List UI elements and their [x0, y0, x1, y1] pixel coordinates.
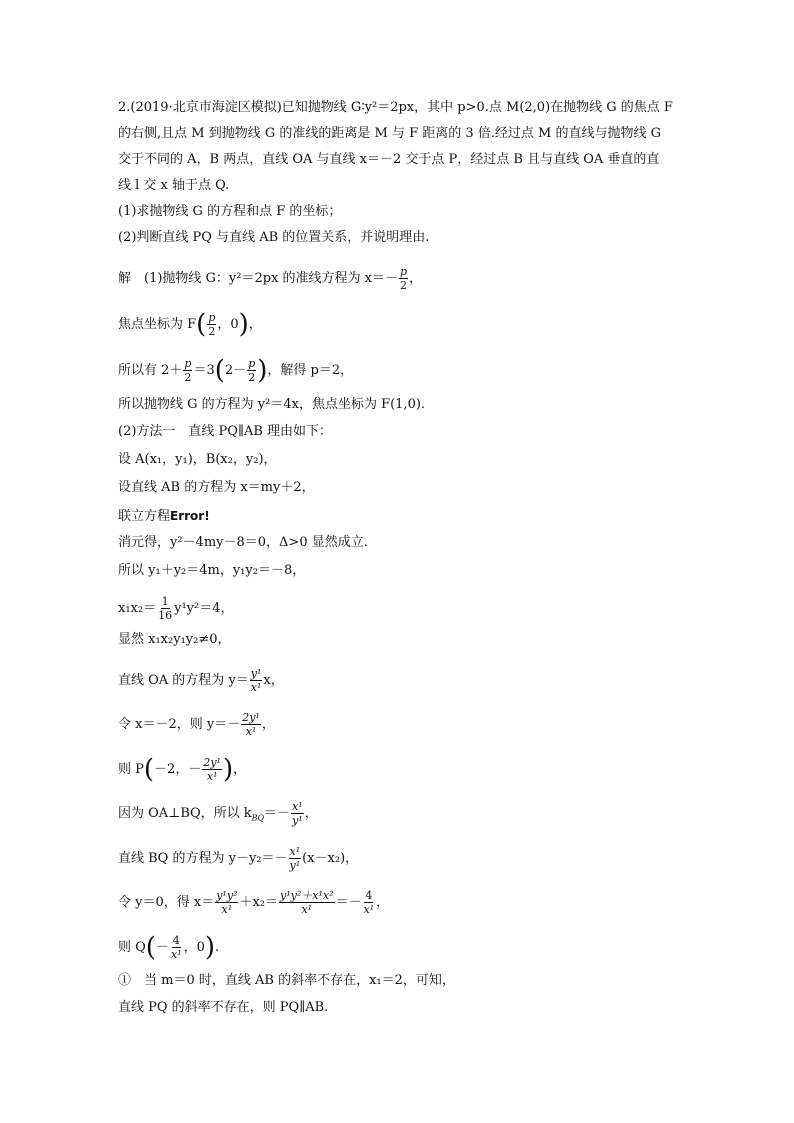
fraction-y1y2-over-x1: $\frac{\text{y¹y²}}{\text{x¹}}$	[216, 889, 238, 916]
fraction-x1-over-y1: $\frac{\text{x¹}}{\text{y¹}}$	[289, 845, 301, 872]
problem-line-3: 交于不同的 A，B 两点，直线 OA 与直线 x＝－2 交于点 P，经过点 B 且与直线 OA 垂直的直	[118, 152, 660, 167]
problem-line-2: 的右侧,且点 M 到抛物线 G 的准线的距离是 M 与 F 距离的 3 倍.经过点 M 的直线与抛物线 G	[118, 126, 661, 141]
solution-line-11: x₁x₂＝ $\frac{1}{16}$ y¹y²＝4，	[118, 595, 234, 622]
solution-line-12: 显然 x₁x₂y₁y₂≠0，	[118, 632, 231, 647]
fraction-4-over-x1: $\frac{4}{\text{x¹}}$	[170, 934, 182, 961]
solution-line-16: 因为 OA⊥BQ，所以 $k_{BQ}=-$ $\frac{\text{x¹}}{\text{y¹}}$ ，	[118, 800, 318, 827]
solution-line-21: 直线 PQ 的斜率不存在，则 PQ∥AB.	[118, 1000, 329, 1015]
solution-line-1: 解 (1)抛物线 G：y²＝2px 的准线方程为 x＝－ $\frac{p}{2}$ ，	[118, 265, 423, 292]
solution-line-10: 所以 y₁＋y₂＝4m，y₁y₂＝－8，	[118, 563, 306, 578]
fraction-x1-over-y1: $\frac{\text{x¹}}{\text{y¹}}$	[292, 800, 303, 827]
solution-line-9: 消元得，y²－4my－8＝0，Δ>0 显然成立.	[118, 535, 368, 550]
fraction-p-over-2: $\frac{p}{2}$	[248, 357, 256, 384]
solution-line-8: 联立方程Error!	[118, 509, 210, 524]
solution-line-19: 则 Q(－ $\frac{4}{\text{x¹}}$ ，0).	[118, 932, 220, 963]
fraction-1-over-16: $\frac{1}{16}$	[158, 595, 173, 622]
solution-line-5: (2)方法一 直线 PQ∥AB 理由如下：	[118, 424, 333, 439]
question-1: (1)求抛物线 G 的方程和点 F 的坐标；	[118, 204, 342, 219]
solution-line-14: 令 x＝－2，则 y＝－ $\frac{\text{2y¹}}{\text{x¹}}$ ，	[118, 711, 275, 738]
question-2: (2)判断直线 PQ 与直线 AB 的位置关系，并说明理由.	[118, 230, 430, 245]
fraction-p-over-2: $\frac{p}{2}$	[400, 265, 408, 292]
fraction-2y1-over-x1: $\frac{\text{2y¹}}{\text{x¹}}$	[242, 711, 260, 738]
solution-line-2: 焦点坐标为 F( $\frac{p}{2}$ ，0)，	[118, 309, 262, 340]
solution-line-13: 直线 OA 的方程为 y＝ $\frac{\text{y¹}}{\text{x¹}}$ x，	[118, 667, 284, 694]
fraction-y1-over-x1: $\frac{\text{y¹}}{\text{x¹}}$	[250, 667, 262, 694]
solution-line-7: 设直线 AB 的方程为 x＝my＋2，	[118, 480, 315, 495]
fraction-2y1-over-x1: $\frac{\text{2y¹}}{\text{x¹}}$	[203, 756, 221, 783]
solution-line-20: ① 当 m＝0 时，直线 AB 的斜率不存在，x₁＝2，可知，	[118, 973, 455, 988]
solution-text: 解 (1)抛物线 G：y²＝2px 的准线方程为 x＝－	[118, 271, 399, 286]
fraction-p-over-2: $\frac{p}{2}$	[208, 311, 216, 338]
fraction-4-over-x1: $\frac{4}{\text{x¹}}$	[363, 889, 375, 916]
solution-line-4: 所以抛物线 G 的方程为 y²＝4x，焦点坐标为 F(1,0).	[118, 397, 426, 412]
solution-line-15: 则 P(－2，－ $\frac{\text{2y¹}}{\text{x¹}}$ )，	[118, 754, 247, 785]
solution-line-18: 令 y＝0，得 x＝ $\frac{\text{y¹y²}}{\text{x¹}}$ ＋x₂＝ $\frac{\text{y¹y²＋x¹x²}}{\text{x¹}}$ ＝－ $\frac{4}{\text{x¹}}$ ，	[118, 889, 390, 916]
problem-line-4: 线 l 交 x 轴于点 Q.	[118, 178, 230, 193]
solution-line-3: 所以有 2＋ $\frac{p}{2}$ ＝3(2－ $\frac{p}{2}$ )，解得 p＝2，	[118, 355, 354, 386]
error-field: Error!	[170, 509, 210, 523]
solution-line-6: 设 A(x₁，y₁)，B(x₂，y₂)，	[118, 452, 277, 467]
fraction-sum-over-x1: $\frac{\text{y¹y²＋x¹x²}}{\text{x¹}}$	[280, 889, 334, 916]
fraction-p-over-2: $\frac{p}{2}$	[184, 357, 192, 384]
problem-line-1: 2.(2019·北京市海淀区模拟)已知抛物线 G∶y²＝2px，其中 p>0.点 M(2,0)在抛物线 G 的焦点 F	[118, 100, 673, 115]
solution-line-17: 直线 BQ 的方程为 y－y₂＝－ $\frac{\text{x¹}}{\text{y¹}}$ (x－x₂)，	[118, 845, 359, 872]
